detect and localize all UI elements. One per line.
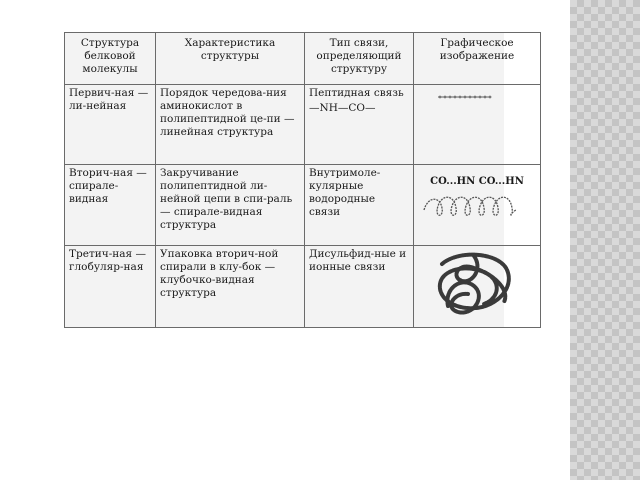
hbond-label: CO...HN CO...HN [430,176,524,188]
protein-structure-table [64,32,524,328]
cell-structure: Первич-ная — ли-нейная [65,85,156,165]
decorative-side-pattern [570,0,640,480]
cell-graphic [414,165,541,245]
header-characteristic: Характеристика структуры [156,33,305,85]
cell-characteristic: Закручивание полипептидной ли-нейной цепи в спи-раль — спирале-видная структура [156,165,305,245]
formula-co: CO [348,102,366,115]
cell-structure: Вторич-ная — спирале-видная [65,165,156,245]
cell-graphic [414,85,541,165]
globule-image [414,246,532,324]
cell-characteristic: Порядок чередова-ния аминокислот в полипептидной це-пи — линейная структура [156,85,305,165]
linear-chain-image [414,85,532,115]
header-graphic: Графическое изображение [414,33,541,85]
cell-bond: Дисульфид-ные и ионные связи [305,245,414,327]
table-row-secondary [65,165,541,245]
table-row-tertiary [65,245,541,327]
cell-characteristic: Упаковка вторич-ной спирали в клу-бок — клубочко-видная структура [156,245,305,327]
cell-bond [305,85,414,165]
bond-text: Пептидная связь [309,87,404,100]
cell-structure: Третич-ная — глобуляр-ная [65,245,156,327]
helix-image [414,188,532,228]
table-header-row [65,33,541,85]
peptide-formula: —NH—CO— [309,102,376,115]
header-bond-type: Тип связи, определяющий структуру [305,33,414,85]
header-structure: Структура белковой молекулы [65,33,156,85]
table-row-primary [65,85,541,165]
formula-nh: NH [319,102,338,115]
cell-graphic [414,245,541,327]
cell-bond: Внутримоле-кулярные водородные связи [305,165,414,245]
